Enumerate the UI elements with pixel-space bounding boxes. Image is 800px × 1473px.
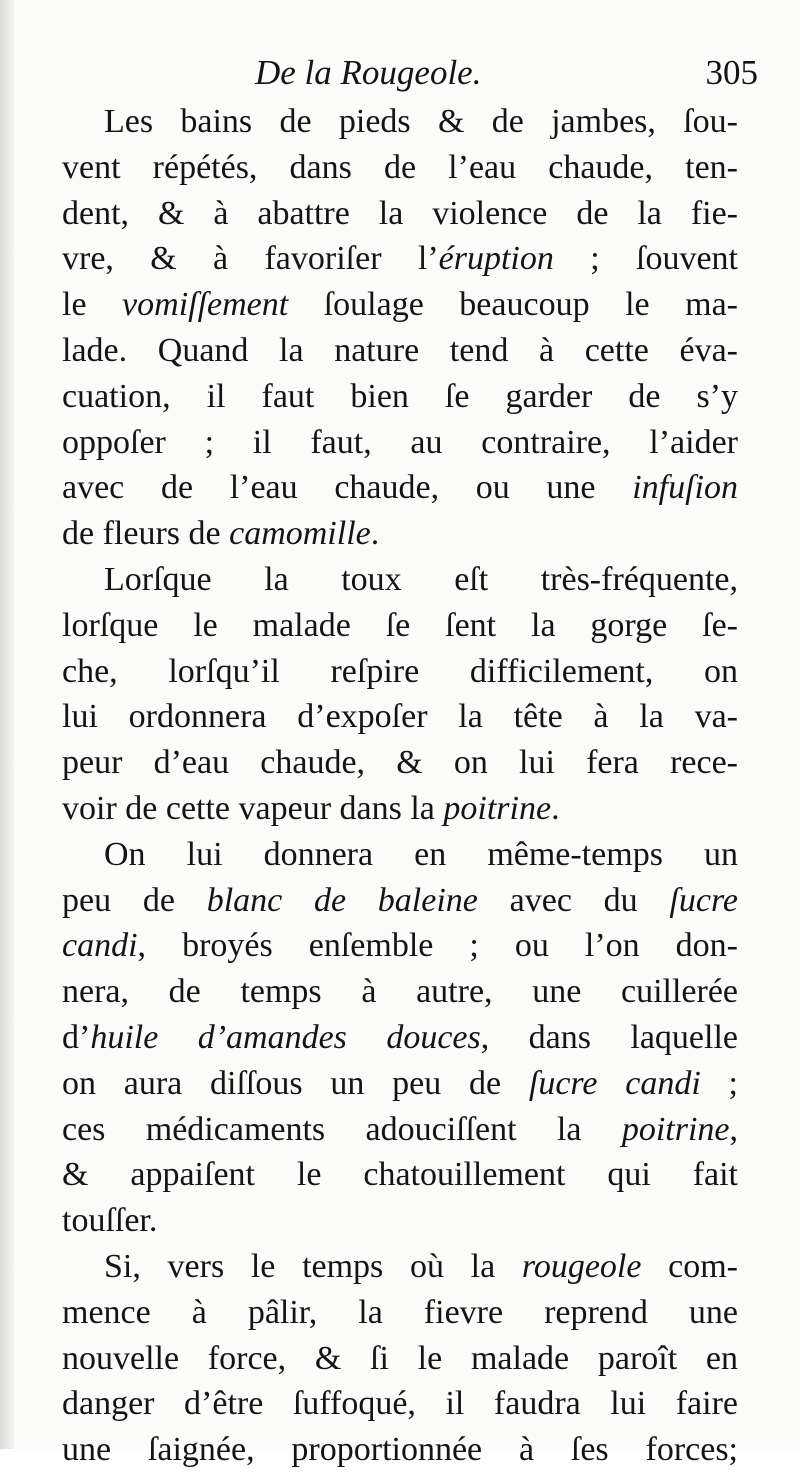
running-title: De la Rougeole.: [255, 53, 482, 92]
text-line: vre, & à favoriſer l’éruption ; ſouvent: [62, 240, 738, 278]
text-line: candi, broyés enſemble ; ou l’on don-: [62, 927, 738, 965]
text-line: lorſque le malade ſe ſent la gorge ſe-: [62, 606, 738, 644]
text-line: cuation, il faut bien ſe garder de s’y: [62, 377, 738, 415]
text-line: de fleurs de camomille.: [62, 515, 380, 553]
text-line: danger d’être ſuffoqué, il faudra lui faire: [62, 1385, 738, 1423]
text-line: d’huile d’amandes douces, dans laquelle: [62, 1018, 738, 1056]
page-edge-shadow: [0, 0, 14, 1449]
text-line: dent, & à abattre la violence de la fie-: [62, 194, 738, 232]
text-line: Lorſque la toux eſt très-fréquente,: [104, 560, 738, 598]
text-line: Les bains de pieds & de jambes, ſou-: [104, 103, 738, 140]
text-line: lui ordonnera d’expoſer la tête à la va-: [62, 698, 738, 736]
page-header: [0, 48, 800, 98]
text-line: che, lorſqu’il reſpire difficilement, on: [62, 652, 738, 690]
text-line: nouvelle force, & ſi le malade paroît en: [62, 1339, 738, 1377]
page-number: 305: [705, 53, 758, 92]
text-line: le vomiſſement ſoulage beaucoup le ma-: [62, 286, 738, 324]
text-line: vent répétés, dans de l’eau chaude, ten-: [62, 148, 738, 186]
text-line: on aura diſſous un peu de ſucre candi ;: [62, 1064, 738, 1102]
text-line: nera, de temps à autre, une cuillerée: [62, 973, 738, 1011]
text-line: avec de l’eau chaude, ou une infuſion: [62, 469, 738, 507]
text-line: mence à pâlir, la fievre reprend une: [62, 1293, 738, 1331]
text-line: & appaiſent le chatouillement qui fait: [62, 1156, 738, 1194]
text-line: ces médicaments adouciſſent la poitrine,: [62, 1110, 738, 1148]
text-line: voir de cette vapeur dans la poitrine.: [62, 789, 560, 827]
text-line: peu de blanc de baleine avec du ſucre: [62, 881, 739, 919]
text-line: Si, vers le temps où la rougeole com-: [104, 1247, 739, 1285]
text-line: lade. Quand la nature tend à cette éva-: [62, 331, 738, 369]
text-line: une ſaignée, proportionnée à ſes forces;: [62, 1431, 738, 1469]
text-line: touſſer.: [62, 1202, 158, 1240]
text-line: oppoſer ; il faut, au contraire, l’aider: [62, 423, 738, 461]
text-line: On lui donnera en même-temps un: [104, 835, 738, 873]
body-text: [62, 99, 738, 1473]
text-line: peur d’eau chaude, & on lui fera rece-: [62, 744, 738, 782]
